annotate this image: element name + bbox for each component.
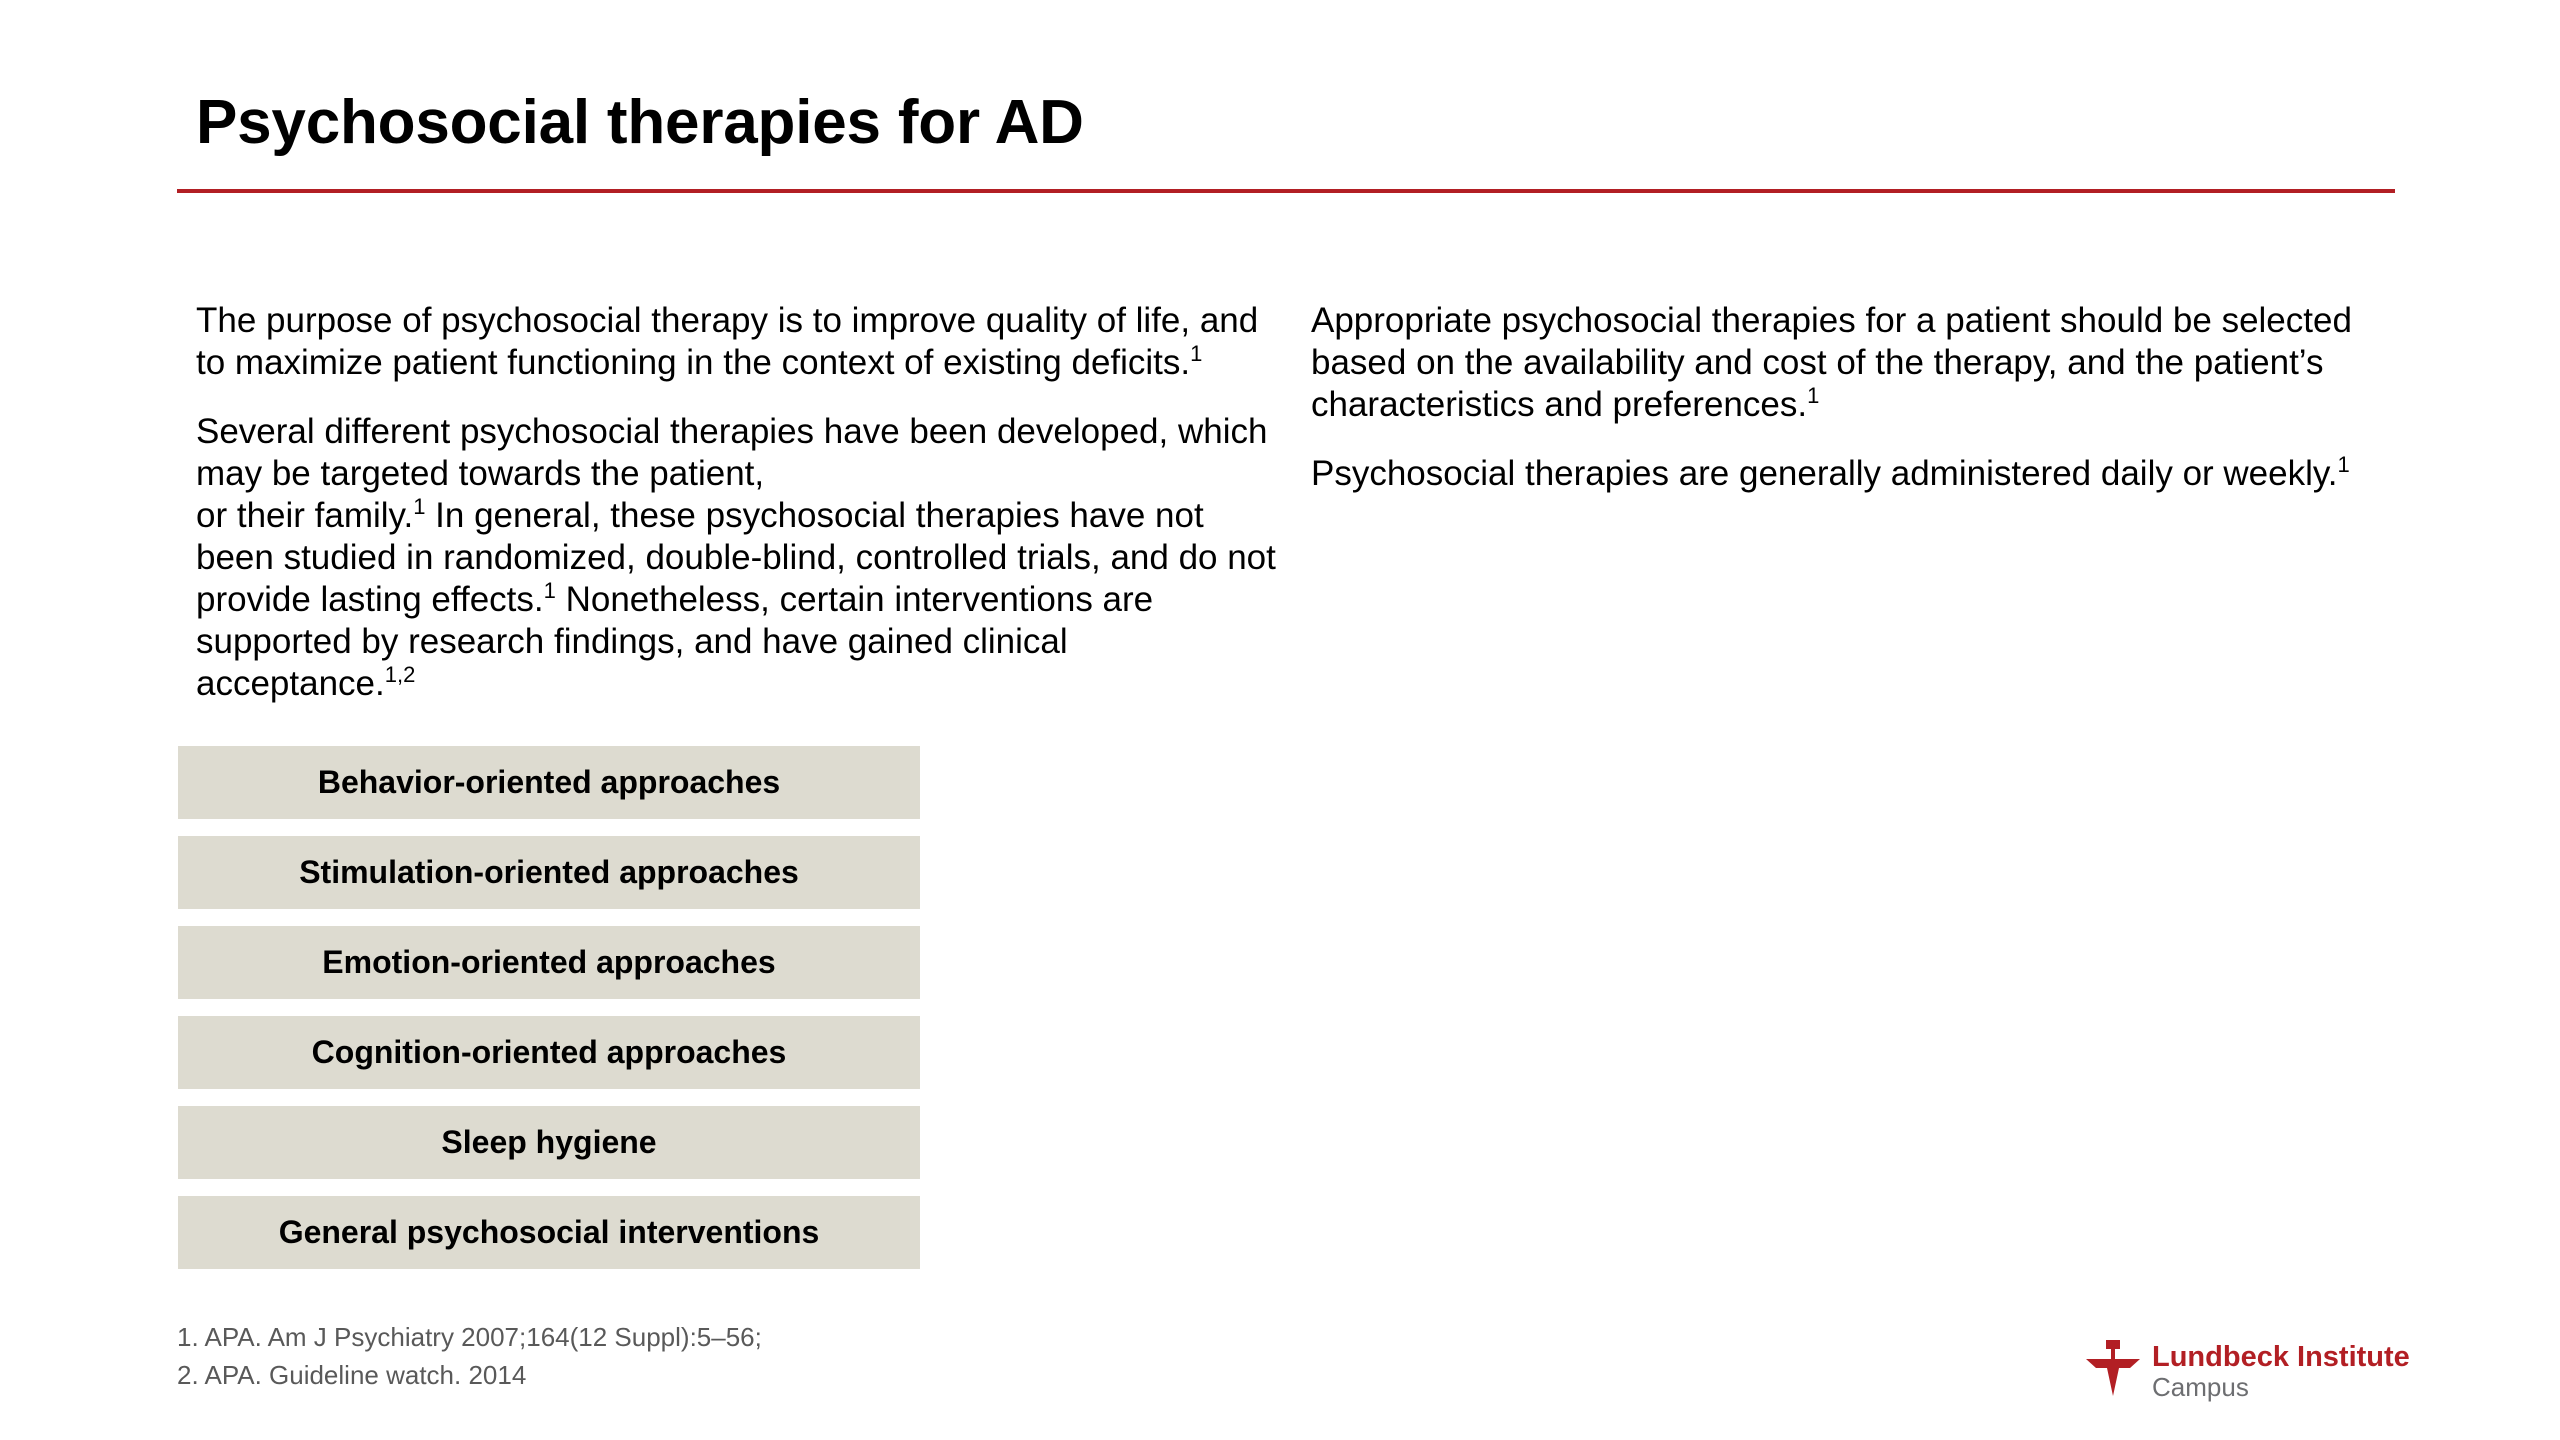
- right-p2-text: Psychosocial therapies are generally administered daily or weekly.: [1311, 454, 2338, 493]
- reference-2: 2. APA. Guideline watch. 2014: [177, 1360, 527, 1390]
- right-paragraph-1: [1311, 300, 2411, 426]
- logo-sub: Campus: [2152, 1372, 2249, 1402]
- references: [177, 1318, 762, 1394]
- left-p2-line2: or their family.: [196, 496, 414, 535]
- approach-box-sleep-hygiene: Sleep hygiene: [178, 1106, 920, 1179]
- left-p2-line1: Several different psychosocial therapies have been developed, which may be targeted towards the patient,: [196, 412, 1268, 493]
- approaches-list: [178, 746, 920, 1286]
- approach-box-general: General psychosocial interventions: [178, 1196, 920, 1269]
- right-column: [1311, 300, 2411, 522]
- footnote-ref: 1: [1807, 383, 1820, 408]
- left-paragraph-1: [196, 300, 1286, 384]
- approach-box-stimulation: Stimulation-oriented approaches: [178, 836, 920, 909]
- slide-title: Psychosocial therapies for AD: [196, 88, 1084, 157]
- footnote-ref: 1: [1190, 341, 1203, 366]
- approach-box-emotion: Emotion-oriented approaches: [178, 926, 920, 999]
- footnote-ref: 1: [543, 578, 556, 603]
- title-divider: [177, 189, 2395, 193]
- footnote-ref: 1,2: [384, 662, 416, 687]
- approach-box-cognition: Cognition-oriented approaches: [178, 1016, 920, 1089]
- left-paragraph-2: [196, 411, 1286, 705]
- lundbeck-logo-icon: [2086, 1340, 2140, 1398]
- footnote-ref: 1: [2337, 452, 2350, 477]
- footnote-ref: 1: [413, 494, 426, 519]
- left-p1-text: The purpose of psychosocial therapy is to improve quality of life, and to maximize patient functioning in the context of existing deficits.: [196, 301, 1259, 382]
- lundbeck-logo: [2086, 1336, 2410, 1402]
- left-p2-end: Nonetheless, certain interventions are supported by research findings, and have gained clinical acceptance.: [196, 580, 1154, 703]
- reference-1: 1. APA. Am J Psychiatry 2007;164(12 Suppl):5–56;: [177, 1322, 762, 1352]
- logo-name: Lundbeck Institute: [2152, 1341, 2410, 1373]
- approach-box-behavior: Behavior-oriented approaches: [178, 746, 920, 819]
- left-column: [196, 300, 1286, 732]
- left-p2-mid: In general, these psychosocial therapies have not been studied in randomized, double-blind, controlled trials, and do not provide lasting effects.: [196, 496, 1276, 619]
- right-p1-text: Appropriate psychosocial therapies for a patient should be selected based on the availability and cost of the therapy, and the patient’s characteristics and preferences.: [1311, 301, 2352, 424]
- right-paragraph-2: [1311, 453, 2411, 495]
